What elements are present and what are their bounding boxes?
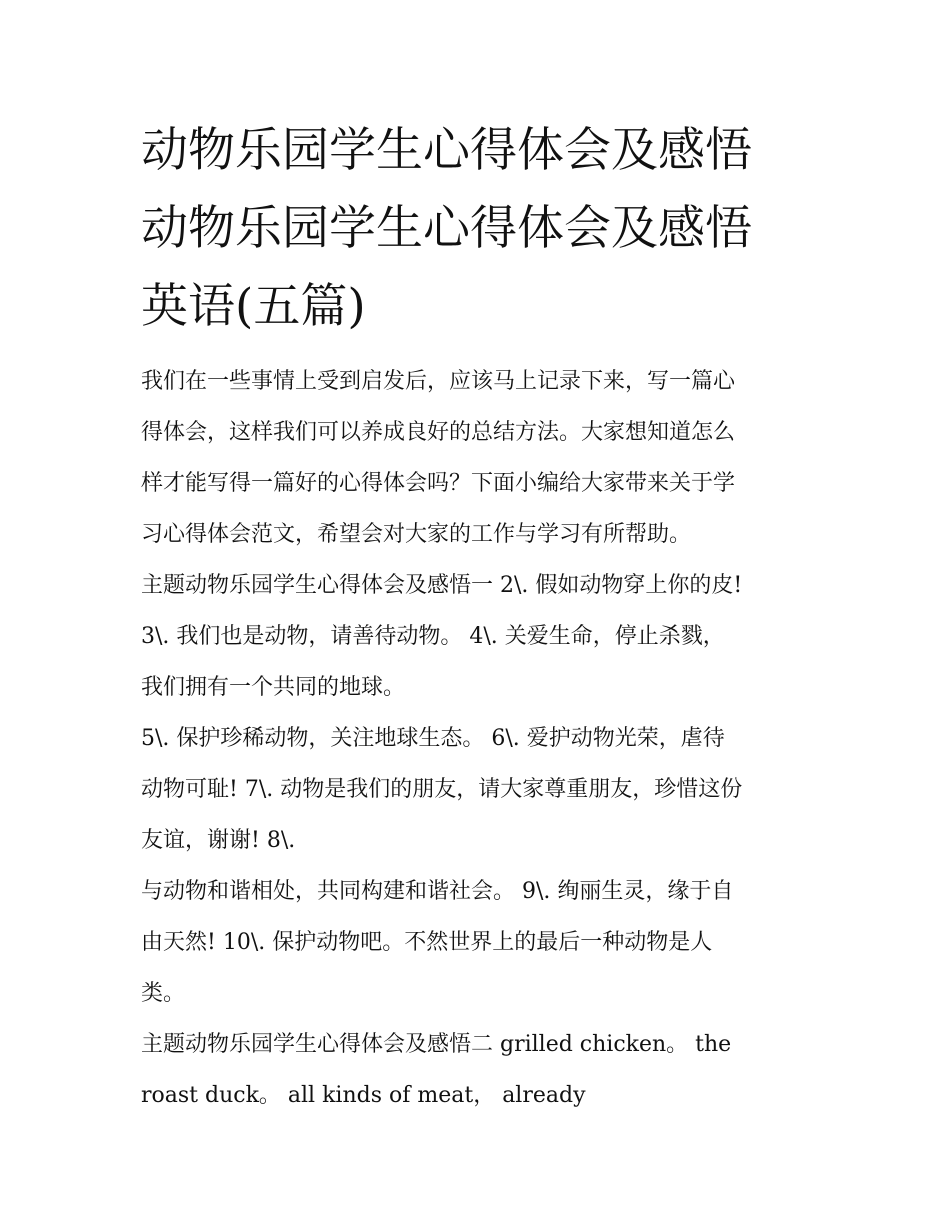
text-line: 我们拥有一个共同的地球。 <box>141 675 406 700</box>
text-line: 样才能写得一篇好的心得体会吗？下面小编给大家带来关于学 <box>141 471 736 496</box>
text-line: 由天然! 10\. 保护动物吧。不然世界上的最后一种动物是人 <box>141 930 713 955</box>
text-line: 与动物和谐相处，共同构建和谐社会。 9\. 绚丽生灵，缘于自 <box>141 879 734 904</box>
text-line: 我们在一些事情上受到启发后，应该马上记录下来，写一篇心 <box>141 369 736 394</box>
document-title <box>141 112 821 346</box>
title-line: 动物乐园学生心得体会及感悟 <box>141 201 752 256</box>
slogan-paragraph <box>141 713 821 866</box>
title-line: 动物乐园学生心得体会及感悟 <box>141 123 752 178</box>
text-line: roast duck。 all kinds of meat， already <box>141 1083 586 1108</box>
text-line: 习心得体会范文，希望会对大家的工作与学习有所帮助。 <box>141 522 692 547</box>
text-line: 主题动物乐园学生心得体会及感悟一 2\. 假如动物穿上你的皮! <box>141 573 743 598</box>
document-body <box>141 112 821 1121</box>
text-line: 类。 <box>141 981 186 1006</box>
essay-two-paragraph <box>141 1019 821 1121</box>
slogan-paragraph <box>141 560 821 713</box>
text-line: 得体会，这样我们可以养成良好的总结方法。大家想知道怎么 <box>141 420 736 445</box>
title-line: 英语(五篇) <box>141 279 366 334</box>
intro-paragraph <box>141 356 821 560</box>
text-line: 友谊，谢谢! 8\. <box>141 828 296 853</box>
text-line: 动物可耻! 7\. 动物是我们的朋友，请大家尊重朋友，珍惜这份 <box>141 777 743 802</box>
text-line: 3\. 我们也是动物，请善待动物。 4\. 关爱生命，停止杀戮， <box>141 624 725 649</box>
text-line: 5\. 保护珍稀动物，关注地球生态。 6\. 爱护动物光荣，虐待 <box>141 726 725 751</box>
text-line: 主题动物乐园学生心得体会及感悟二 grilled chicken。 the <box>141 1032 732 1057</box>
slogan-paragraph <box>141 866 821 1019</box>
